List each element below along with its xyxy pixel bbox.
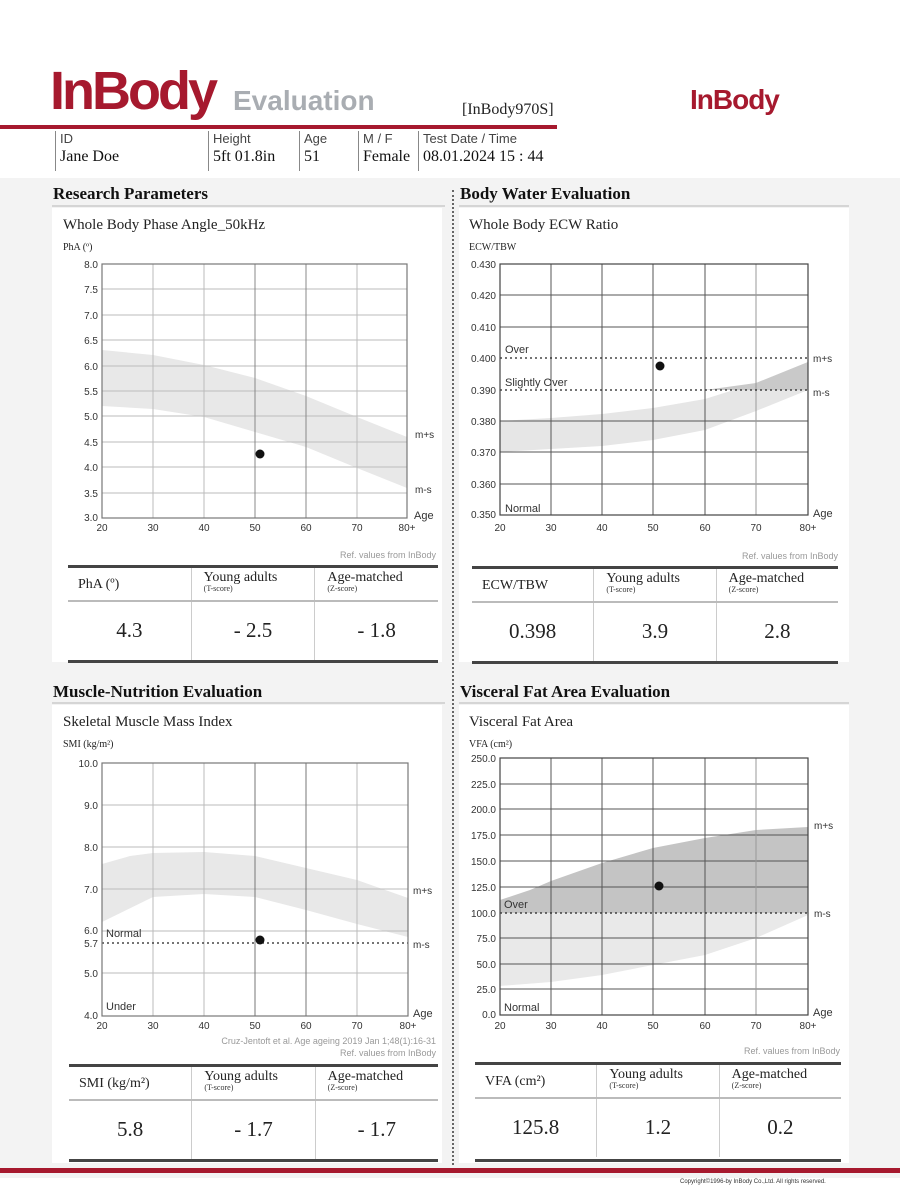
svg-text:m-s: m-s bbox=[413, 940, 430, 951]
svg-text:0.430: 0.430 bbox=[470, 260, 496, 271]
footer-divider bbox=[0, 1168, 900, 1173]
citation-note: Cruz-Jentoft et al. Age ageing 2019 Jan 1;48(1):16-31 bbox=[221, 1036, 436, 1046]
info-label: Test Date / Time bbox=[423, 131, 517, 146]
svg-text:50: 50 bbox=[249, 523, 261, 534]
col-label: Age-matched bbox=[327, 570, 403, 585]
svg-text:40: 40 bbox=[596, 1021, 608, 1032]
reference-note: Ref. values from InBody bbox=[339, 550, 436, 560]
chart-title-phase-angle: Whole Body Phase Angle_50kHz bbox=[63, 217, 266, 233]
svg-text:0.400: 0.400 bbox=[470, 354, 496, 365]
info-value: Female bbox=[363, 148, 411, 165]
col-t-score bbox=[609, 1067, 683, 1090]
value-measure: 125.8 bbox=[512, 1115, 560, 1139]
value-t-score: 3.9 bbox=[641, 619, 669, 643]
svg-text:40: 40 bbox=[198, 1021, 210, 1032]
svg-text:Normal: Normal bbox=[505, 503, 541, 515]
svg-text:40: 40 bbox=[198, 523, 210, 534]
col-measure: SMI (kg/m²) bbox=[79, 1076, 150, 1091]
svg-text:7.5: 7.5 bbox=[84, 285, 98, 296]
y-axis-label: SMI (kg/m²) bbox=[63, 739, 114, 750]
svg-text:50: 50 bbox=[647, 523, 659, 534]
svg-text:0.410: 0.410 bbox=[470, 323, 496, 334]
col-sublabel: (Z-score) bbox=[327, 584, 358, 593]
svg-text:30: 30 bbox=[545, 523, 557, 534]
svg-text:20: 20 bbox=[494, 1021, 506, 1032]
svg-text:0.360: 0.360 bbox=[470, 480, 496, 491]
svg-text:4.0: 4.0 bbox=[84, 463, 98, 474]
col-label: Young adults bbox=[609, 1067, 683, 1082]
col-sublabel: (T-score) bbox=[606, 585, 636, 594]
svg-text:5.7: 5.7 bbox=[84, 939, 98, 950]
svg-text:50.0: 50.0 bbox=[476, 960, 496, 971]
col-measure: PhA (º) bbox=[78, 577, 120, 592]
svg-text:Normal: Normal bbox=[504, 1002, 540, 1014]
svg-text:150.0: 150.0 bbox=[470, 857, 496, 868]
svg-text:8.0: 8.0 bbox=[84, 260, 98, 271]
svg-text:80+: 80+ bbox=[399, 1021, 417, 1032]
svg-text:Normal: Normal bbox=[106, 928, 142, 940]
svg-text:m-s: m-s bbox=[814, 909, 831, 920]
svg-text:7.0: 7.0 bbox=[84, 885, 98, 896]
col-label: Young adults bbox=[204, 1069, 278, 1084]
svg-text:60: 60 bbox=[300, 523, 312, 534]
svg-text:70: 70 bbox=[750, 523, 762, 534]
info-label: Height bbox=[213, 131, 251, 146]
svg-text:30: 30 bbox=[147, 1021, 159, 1032]
table-header bbox=[475, 1065, 841, 1099]
device-model: [InBody970S] bbox=[462, 101, 554, 118]
svg-text:20: 20 bbox=[494, 523, 506, 534]
section-title-muscle: Muscle-Nutrition Evaluation bbox=[53, 682, 263, 701]
svg-text:0.370: 0.370 bbox=[470, 448, 496, 459]
svg-text:Age: Age bbox=[813, 1007, 833, 1019]
section-title-water: Body Water Evaluation bbox=[460, 184, 631, 203]
svg-text:70: 70 bbox=[750, 1021, 762, 1032]
copyright-text: Copyright©1996-by InBody Co.,Ltd. All rights reserved. bbox=[680, 1179, 826, 1185]
col-label: Young adults bbox=[606, 571, 680, 586]
svg-text:50: 50 bbox=[249, 1021, 261, 1032]
y-axis-label: VFA (cm²) bbox=[469, 739, 513, 750]
svg-text:6.0: 6.0 bbox=[84, 926, 98, 937]
svg-text:Over: Over bbox=[504, 899, 528, 911]
svg-text:75.0: 75.0 bbox=[476, 934, 496, 945]
info-label: Age bbox=[304, 131, 328, 146]
svg-text:25.0: 25.0 bbox=[476, 985, 496, 996]
svg-text:m-s: m-s bbox=[813, 388, 830, 399]
chart-title-smi: Skeletal Muscle Mass Index bbox=[63, 714, 233, 730]
svg-text:225.0: 225.0 bbox=[470, 780, 496, 791]
svg-text:7.0: 7.0 bbox=[84, 311, 98, 322]
col-label: Age-matched bbox=[728, 571, 805, 586]
svg-text:m+s: m+s bbox=[415, 430, 435, 441]
y-axis-label: PhA (º) bbox=[63, 242, 93, 253]
svg-text:0.350: 0.350 bbox=[470, 510, 496, 521]
svg-text:80+: 80+ bbox=[799, 1021, 817, 1032]
svg-text:5.5: 5.5 bbox=[84, 387, 98, 398]
svg-text:175.0: 175.0 bbox=[470, 831, 496, 842]
info-label: ID bbox=[60, 131, 73, 146]
col-sublabel: (T-score) bbox=[609, 1081, 639, 1090]
svg-text:m+s: m+s bbox=[814, 821, 834, 832]
value-t-score: 1.2 bbox=[644, 1115, 672, 1139]
section-title-visceral: Visceral Fat Area Evaluation bbox=[460, 682, 671, 701]
col-label: Age-matched bbox=[731, 1067, 808, 1082]
svg-text:70: 70 bbox=[351, 523, 363, 534]
svg-text:Age: Age bbox=[414, 510, 434, 522]
value-z-score: 0.2 bbox=[767, 1115, 794, 1139]
section-title-research: Research Parameters bbox=[53, 184, 208, 203]
value-z-score: 2.8 bbox=[764, 619, 791, 643]
value-measure: 0.398 bbox=[509, 619, 557, 643]
value-measure: 5.8 bbox=[117, 1117, 144, 1141]
svg-text:0.380: 0.380 bbox=[470, 417, 496, 428]
col-label: Young adults bbox=[203, 570, 278, 585]
col-sublabel: (Z-score) bbox=[728, 585, 759, 594]
svg-text:40: 40 bbox=[596, 523, 608, 534]
table-vfa bbox=[475, 1062, 841, 1162]
info-label: M / F bbox=[363, 131, 393, 146]
chart-title-ecw-ratio: Whole Body ECW Ratio bbox=[469, 217, 619, 233]
info-value: 08.01.2024 15 : 44 bbox=[423, 148, 544, 165]
value-t-score: - 1.7 bbox=[234, 1117, 273, 1141]
col-label: Age-matched bbox=[327, 1069, 404, 1084]
svg-text:Age: Age bbox=[413, 1008, 433, 1020]
svg-text:0.390: 0.390 bbox=[470, 386, 496, 397]
reference-note: Ref. values from InBody bbox=[741, 551, 838, 561]
svg-text:4.5: 4.5 bbox=[84, 438, 98, 449]
svg-text:Over: Over bbox=[505, 344, 529, 356]
svg-text:4.0: 4.0 bbox=[84, 1011, 98, 1022]
svg-text:20: 20 bbox=[96, 523, 108, 534]
svg-text:10.0: 10.0 bbox=[78, 759, 98, 770]
svg-text:60: 60 bbox=[699, 523, 711, 534]
reference-note: Ref. values from InBody bbox=[743, 1046, 840, 1056]
svg-text:8.0: 8.0 bbox=[84, 843, 98, 854]
svg-text:200.0: 200.0 bbox=[470, 805, 496, 816]
svg-text:125.0: 125.0 bbox=[470, 883, 496, 894]
svg-text:0.420: 0.420 bbox=[470, 291, 496, 302]
svg-text:5.0: 5.0 bbox=[84, 969, 98, 980]
svg-text:60: 60 bbox=[699, 1021, 711, 1032]
svg-text:6.5: 6.5 bbox=[84, 336, 98, 347]
svg-text:250.0: 250.0 bbox=[470, 754, 496, 765]
evaluation-subtitle: Evaluation bbox=[233, 85, 375, 116]
value-measure: 4.3 bbox=[116, 618, 143, 642]
info-value: 51 bbox=[304, 148, 320, 165]
svg-text:m-s: m-s bbox=[415, 485, 432, 496]
svg-text:70: 70 bbox=[351, 1021, 363, 1032]
y-axis-label: ECW/TBW bbox=[469, 242, 517, 253]
col-measure: VFA (cm²) bbox=[485, 1074, 546, 1089]
svg-text:3.5: 3.5 bbox=[84, 489, 98, 500]
svg-text:30: 30 bbox=[147, 523, 159, 534]
col-sublabel: (Z-score) bbox=[731, 1081, 762, 1090]
svg-text:m+s: m+s bbox=[813, 354, 833, 365]
value-z-score: - 1.7 bbox=[357, 1117, 397, 1141]
svg-text:60: 60 bbox=[300, 1021, 312, 1032]
svg-text:Slightly Over: Slightly Over bbox=[505, 377, 568, 389]
col-sublabel: (T-score) bbox=[203, 584, 233, 593]
svg-text:9.0: 9.0 bbox=[84, 801, 98, 812]
svg-text:80+: 80+ bbox=[799, 523, 817, 534]
col-z-score bbox=[732, 1067, 807, 1090]
col-measure: ECW/TBW bbox=[482, 578, 549, 593]
value-t-score: - 2.5 bbox=[233, 618, 273, 642]
reference-note: Ref. values from InBody bbox=[339, 1048, 436, 1058]
data-point bbox=[655, 882, 664, 891]
svg-text:Age: Age bbox=[813, 508, 833, 520]
chart-title-vfa: Visceral Fat Area bbox=[469, 714, 574, 730]
svg-text:50: 50 bbox=[647, 1021, 659, 1032]
inbody-logo-right: InBody bbox=[690, 84, 779, 115]
value-z-score: - 1.8 bbox=[357, 618, 396, 642]
svg-text:30: 30 bbox=[545, 1021, 557, 1032]
svg-text:3.0: 3.0 bbox=[84, 513, 98, 524]
svg-text:5.0: 5.0 bbox=[84, 412, 98, 423]
svg-text:100.0: 100.0 bbox=[470, 909, 496, 920]
svg-text:m+s: m+s bbox=[413, 886, 433, 897]
info-value: 5ft 01.8in bbox=[213, 148, 276, 165]
table-row bbox=[475, 1099, 841, 1157]
inbody-logo: InBody bbox=[50, 61, 215, 121]
svg-text:6.0: 6.0 bbox=[84, 362, 98, 373]
svg-text:0.0: 0.0 bbox=[482, 1010, 496, 1021]
svg-text:Under: Under bbox=[106, 1001, 136, 1013]
info-value: Jane Doe bbox=[60, 148, 120, 165]
col-sublabel: (T-score) bbox=[204, 1083, 234, 1092]
col-sublabel: (Z-score) bbox=[327, 1083, 358, 1092]
svg-text:80+: 80+ bbox=[398, 523, 416, 534]
svg-text:20: 20 bbox=[96, 1021, 108, 1032]
